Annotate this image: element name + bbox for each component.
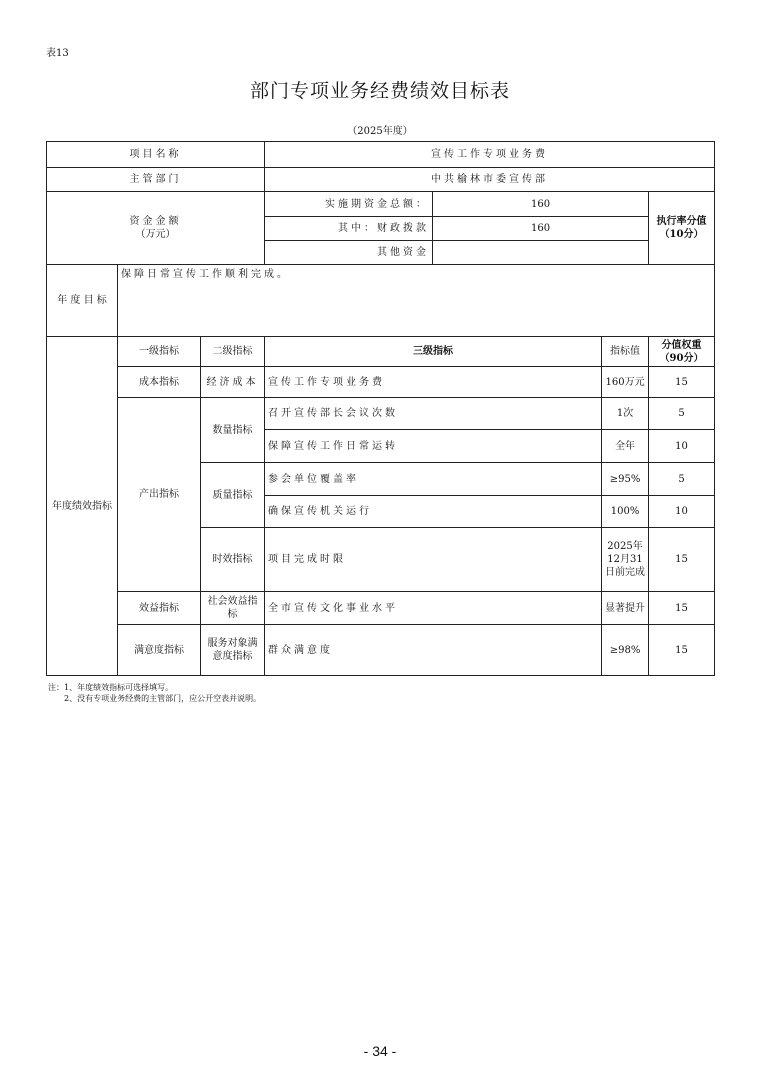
level3-cell: 全市宣传文化事业水平	[265, 592, 602, 625]
fund-amount-label-line2: （万元）	[135, 229, 176, 240]
footnote-2: 2、没有专项业务经费的主管部门，应公开空表并说明。	[48, 694, 262, 703]
level3-cell: 保障宣传工作日常运转	[265, 430, 602, 463]
level2-cell: 社会效益指标	[201, 592, 265, 625]
level2-header: 二级指标	[201, 337, 265, 367]
indicator-value-cell: 100%	[602, 496, 649, 528]
weight-cell: 15	[649, 625, 715, 676]
performance-target-table	[46, 141, 715, 676]
page-number: - 34 -	[363, 1043, 397, 1059]
table-row	[47, 625, 715, 676]
footnote-1: 注：1、年度绩效指标可选择填写。	[48, 683, 174, 692]
execution-rate-label: 执行率分值	[656, 216, 707, 227]
annual-goal-row	[47, 265, 715, 337]
level2-cell: 质量指标	[201, 463, 265, 528]
indicator-value-header: 指标值	[602, 337, 649, 367]
other-funds-value	[433, 241, 649, 265]
weight-cell: 5	[649, 463, 715, 496]
level3-cell: 确保宣传机关运行	[265, 496, 602, 528]
indicator-value-cell: 1次	[602, 398, 649, 430]
project-name-row	[47, 142, 715, 168]
annual-indicators-label: 年度绩效指标	[47, 337, 118, 676]
weight-cell: 15	[649, 528, 715, 592]
weight-cell: 15	[649, 592, 715, 625]
level3-header: 三级指标	[265, 337, 602, 367]
level1-header: 一级指标	[118, 337, 201, 367]
level3-cell: 参会单位覆盖率	[265, 463, 602, 496]
level2-cell: 经济成本	[201, 367, 265, 398]
fiscal-funds-label: 其中：财政拨款	[265, 217, 433, 241]
indicator-value-cell: ≥95%	[602, 463, 649, 496]
weight-cell: 5	[649, 398, 715, 430]
project-name-value: 宣传工作专项业务费	[265, 142, 715, 168]
level1-cell: 效益指标	[118, 592, 201, 625]
weight-cell: 10	[649, 496, 715, 528]
table-row	[47, 398, 715, 430]
level2-cell: 数量指标	[201, 398, 265, 463]
table-row	[47, 592, 715, 625]
indicator-value-cell: ≥98%	[602, 625, 649, 676]
annual-goal-text: 保障日常宣传工作顺利完成。	[118, 265, 715, 337]
weight-header-line1: 分值权重	[661, 339, 702, 351]
footnotes	[48, 682, 261, 704]
other-funds-label: 其他资金	[265, 241, 433, 265]
total-funds-label: 实施期资金总额：	[265, 192, 433, 217]
department-row	[47, 168, 715, 192]
total-funds-value: 160	[433, 192, 649, 217]
indicator-value-cell: 显著提升	[602, 592, 649, 625]
table-row	[47, 367, 715, 398]
level3-cell: 召开宣传部长会议次数	[265, 398, 602, 430]
fund-amount-label	[47, 192, 265, 265]
weight-cell: 15	[649, 367, 715, 398]
table-number: 表13	[46, 48, 69, 59]
level3-cell: 宣传工作专项业务费	[265, 367, 602, 398]
annual-goal-label: 年 度 目 标	[47, 265, 118, 337]
indicator-header-row	[47, 337, 715, 367]
indicator-value-cell: 160万元	[602, 367, 649, 398]
level2-cell: 时效指标	[201, 528, 265, 592]
project-name-label: 项目名称	[47, 142, 265, 168]
fund-total-row	[47, 192, 715, 217]
execution-rate-points: （10分）	[659, 229, 704, 240]
weight-header	[649, 337, 715, 367]
department-label: 主管部门	[47, 168, 265, 192]
indicator-value-cell: 全年	[602, 430, 649, 463]
weight-header-line2: （90分）	[659, 352, 704, 364]
weight-cell: 10	[649, 430, 715, 463]
level1-cell: 产出指标	[118, 398, 201, 592]
fiscal-year: （2025年度）	[347, 126, 413, 137]
level3-cell: 群众满意度	[265, 625, 602, 676]
level1-cell: 成本指标	[118, 367, 201, 398]
execution-rate-score	[649, 192, 715, 265]
indicator-value-cell: 2025年12月31日前完成	[602, 528, 649, 592]
fiscal-funds-value: 160	[433, 217, 649, 241]
page-title: 部门专项业务经费绩效目标表	[249, 80, 510, 102]
level3-cell: 项目完成时限	[265, 528, 602, 592]
department-value: 中共榆林市委宣传部	[265, 168, 715, 192]
fund-amount-label-line1: 资金金额	[129, 216, 182, 227]
level1-cell: 满意度指标	[118, 625, 201, 676]
level2-cell: 服务对象满意度指标	[201, 625, 265, 676]
